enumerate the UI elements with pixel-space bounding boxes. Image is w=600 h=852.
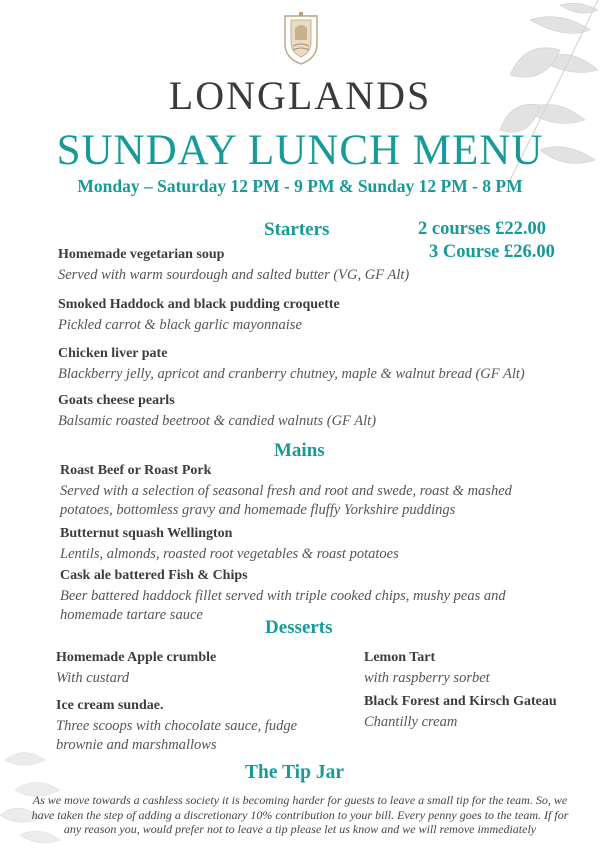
mains-heading: Mains	[274, 440, 325, 461]
menu-item	[56, 698, 336, 755]
item-description: Pickled carrot & black garlic mayonnaise	[58, 317, 302, 333]
opening-hours: Monday – Saturday 12 PM - 9 PM & Sunday 12 PM - 8 PM	[77, 176, 523, 196]
brand-name: LONGLANDS	[168, 73, 432, 118]
tip-jar-text: As we move towards a cashless society it is becoming harder for guests to leave a small tip for the team. So, we have taken the step of adding a discretionary 10% contribution to your bill. Every penny goes to the team. If for any reason you, would prefer not to leave a tip please let us know and we will remove immediately	[31, 793, 569, 836]
item-name: Lemon Tart	[364, 650, 436, 665]
price-three-courses: 3 Course £26.00	[429, 242, 555, 262]
item-name: Smoked Haddock and black pudding croquette	[58, 297, 340, 312]
item-description: Lentils, almonds, roasted root vegetables & roast potatoes	[60, 546, 399, 562]
page-title: SUNDAY LUNCH MENU	[56, 127, 544, 174]
item-name: Cask ale battered Fish & Chips	[60, 568, 248, 583]
menu-item	[58, 297, 340, 335]
item-description: With custard	[56, 670, 130, 686]
item-description: Three scoops with chocolate sauce, fudge brownie and marshmallows	[56, 718, 298, 753]
item-name: Ice cream sundae.	[56, 698, 164, 713]
menu-item	[58, 346, 525, 384]
menu-item	[56, 650, 216, 688]
starters-heading: Starters	[264, 219, 330, 240]
item-name: Black Forest and Kirsch Gateau	[364, 694, 557, 709]
item-description: Blackberry jelly, apricot and cranberry chutney, maple & walnut bread (GF Alt)	[58, 366, 525, 382]
item-name: Chicken liver pate	[58, 346, 168, 361]
menu-item	[364, 650, 490, 688]
item-description: Chantilly cream	[364, 714, 458, 730]
item-description: Balsamic roasted beetroot & candied walnuts (GF Alt)	[58, 413, 377, 429]
crest-logo-icon	[279, 10, 323, 66]
price-two-courses: 2 courses £22.00	[418, 219, 546, 239]
menu-item	[60, 526, 399, 564]
menu-item	[58, 247, 409, 285]
item-description: with raspberry sorbet	[364, 670, 490, 686]
item-description: Served with a selection of seasonal fresh and root and swede, roast & mashed potatoes, bottomless gravy and homemade fluffy Yorkshire puddings	[60, 483, 512, 518]
item-name: Goats cheese pearls	[58, 393, 175, 408]
tip-jar-heading: The Tip Jar	[245, 762, 344, 783]
desserts-heading: Desserts	[265, 617, 333, 638]
item-description: Served with warm sourdough and salted butter (VG, GF Alt)	[58, 267, 410, 283]
item-name: Roast Beef or Roast Pork	[60, 463, 212, 478]
item-name: Homemade Apple crumble	[56, 650, 217, 665]
item-description: Beer battered haddock fillet served with triple cooked chips, mushy peas and homemade tartare sauce	[60, 588, 506, 623]
menu-item	[60, 463, 540, 520]
item-name: Homemade vegetarian soup	[58, 247, 225, 262]
menu-item	[364, 694, 557, 732]
menu-item	[58, 393, 376, 431]
item-name: Butternut squash Wellington	[60, 526, 233, 541]
